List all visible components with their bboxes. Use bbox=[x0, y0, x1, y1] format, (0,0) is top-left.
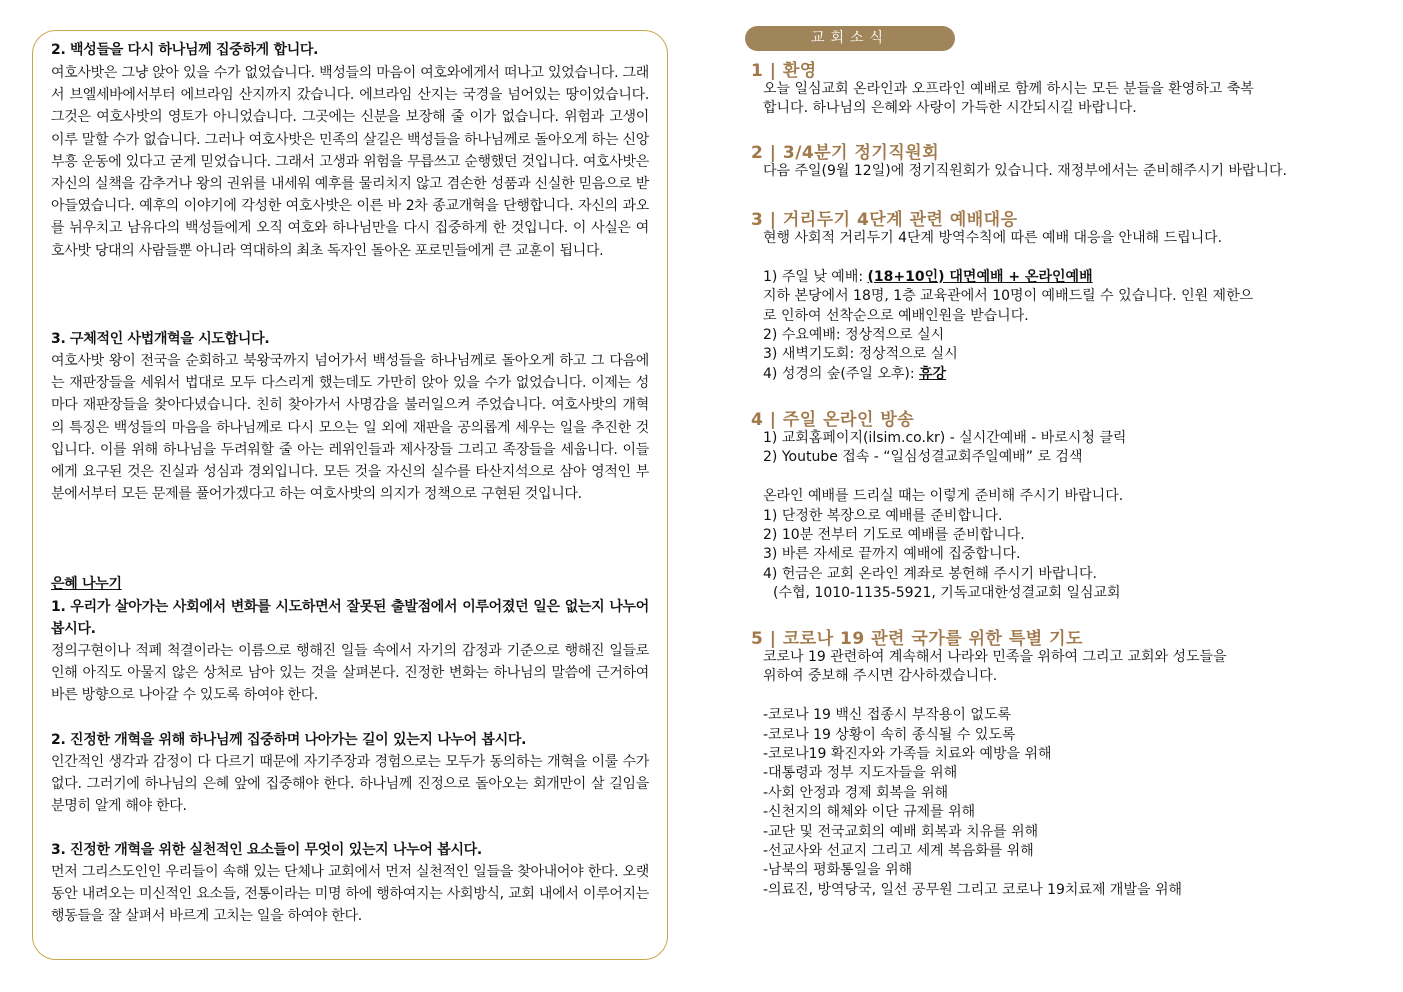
news-4-item: 1) 교회홈페이지(ilsim.co.kr) - 실시간예배 - 바로시청 클릭 bbox=[763, 430, 1127, 446]
news-1-line: 합니다. 하나님의 은혜와 사랑이 가득한 시간되시길 바랍니다. bbox=[763, 100, 1137, 117]
news-5-intro: 위하여 중보해 주시면 감사하겠습니다. bbox=[763, 668, 998, 685]
news-4-item: 2) Youtube 접속 - “일심성결교회주일예배” 로 검색 bbox=[763, 449, 1083, 466]
prayer-item: -코로나 19 백신 접종시 부작용이 없도록 bbox=[763, 707, 1011, 724]
section-2-body: 여호사밧은 그냥 앉아 있을 수가 없었습니다. 백성들의 마음이 여호와에게서 떠나고 있었습니다. 그래서 브엘세바에서부터 에브라임 산지까지 갔습니다. 에브라임 산지는 국경을 넘어있는 땅이었습니다. 그것은 여호사밧의 영토가 아니었습니다. 그곳에는 신분을 보장해 줄 이가 없습니다. 위험과 고생이 이루 말할 수가 없습니다. 그러나 여호사밧은 민족의 살길은 백성들을 하나님께로 돌아오게 하는 신앙 부흥 운동에 있다고 굳게 믿었습니다. 그래서 고생과 위험을 무릅쓰고 순행했던 것입니다. 여호사밧은 자신의 실책을 감추거나 왕의 권위를 내세워 예후를 물리치지 않고 겸손한 성품과 신실한 믿음으로 받아들였습니다. 예후의 이야기에 각성한 여호사밧은 이른 바 2차 종교개혁을 단행합니다. 자신의 과오를 뉘우치고 남유다의 백성들에게 오직 여호와 하나님만을 다시 집중하게 한 것입니다. 이 사실은 여호사밧 당대의 사람들뿐 아니라 역대하의 최초 독자인 돌아온 포로민들에게 큰 교훈이 됩니다. bbox=[51, 65, 649, 259]
news-4-prep: 온라인 예배를 드리실 때는 이렇게 준비해 주시기 바랍니다. bbox=[763, 488, 1124, 505]
news-4-body bbox=[763, 429, 1373, 604]
prayer-item: -코로나19 확진자와 가족들 치료와 예방을 위해 bbox=[763, 746, 1052, 763]
question-1-title: 1. 우리가 살아가는 사회에서 변화를 시도하면서 잘못된 출발점에서 이루어졌던 일은 없는지 나누어 봅시다. bbox=[51, 599, 649, 638]
prayer-item: -신천지의 해체와 이단 규제를 위해 bbox=[763, 804, 976, 821]
news-4-prep-item: 4) 헌금은 교회 온라인 계좌로 봉헌해 주시기 바랍니다. bbox=[763, 565, 1097, 582]
news-3-item-1-detail: 로 인하여 선착순으로 예배인원을 받습니다. bbox=[763, 307, 1029, 324]
question-3-body: 먼저 그리스도인인 우리들이 속해 있는 단체나 교회에서 먼저 실천적인 일들을 찾아내어야 한다. 오랫동안 내려오는 미신적인 요소들, 전통이라는 미명 하에 행하여지는 사회방식, 교회 내에서 이루어지는 행동들을 잘 살펴서 바르게 고치는 일을 하여야 한다. bbox=[51, 864, 649, 925]
section-3-title: 3. 구체적인 사법개혁을 시도합니다. bbox=[51, 331, 270, 347]
news-5-title: 5 | 코로나 19 관련 국가를 위한 특별 기도 bbox=[751, 629, 1083, 649]
news-3-item-3: 3) 새벽기도회: 정상적으로 실시 bbox=[763, 346, 958, 363]
prayer-item: -사회 안정과 경제 회복을 위해 bbox=[763, 784, 949, 801]
news-3-intro: 현행 사회적 거리두기 4단계 방역수칙에 따른 예배 대응을 안내해 드립니다. bbox=[763, 230, 1223, 246]
grace-sharing-title: 은혜 나누기 bbox=[51, 576, 122, 592]
prayer-item: -의료진, 방역당국, 일선 공무원 그리고 코로나 19치료제 개발을 위해 bbox=[763, 881, 1182, 898]
question-2-body: 인간적인 생각과 감정이 다 다르기 때문에 자기주장과 경험으로는 모두가 동의하는 개혁을 이룰 수가 없다. 그러기에 하나님의 은혜 앞에 집중해야 한다. 하나님께 진정으로 돌아오는 회개만이 살 길임을 분명히 알게 해야 한다. bbox=[51, 754, 649, 815]
news-3-item-1-highlight: (18+10인) 대면예배 + 온라인예배 bbox=[867, 268, 1093, 285]
news-4-prep-item: 1) 단정한 복장으로 예배를 준비합니다. bbox=[763, 507, 1003, 524]
news-4-account: (수협, 1010-1135-5921, 기독교대한성결교회 일심교회 bbox=[773, 585, 1121, 602]
prayer-item: -코로나 19 상황이 속히 종식될 수 있도록 bbox=[763, 726, 1016, 743]
news-1-line: 오늘 일심교회 온라인과 오프라인 예배로 함께 하시는 모든 분들을 환영하고 축복 bbox=[763, 81, 1254, 97]
question-1-body: 정의구현이나 적폐 척결이라는 이름으로 행해진 일들 속에서 자기의 감정과 기준으로 행해진 일들로 인해 아직도 아물지 않은 상처로 남아 있는 것을 살펴본다. 진정한 변화는 하나님의 말씀에 근거하여 바른 방향으로 나아갈 수 있도록 하여야 한다. bbox=[51, 643, 649, 704]
news-3-item-1: 1) 주일 낮 예배: (18+10인) 대면예배 + 온라인예배 bbox=[763, 268, 1093, 285]
prayer-item: -교단 및 전국교회의 예배 회복과 치유를 위해 bbox=[763, 823, 1039, 840]
prayer-item: -남북의 평화통일을 위해 bbox=[763, 862, 913, 879]
news-4-prep-item: 3) 바른 자세로 끝까지 예배에 집중합니다. bbox=[763, 546, 1021, 563]
news-1-title: 1 | 환영 bbox=[751, 61, 817, 81]
news-3-body bbox=[763, 229, 1373, 384]
news-2-line: 다음 주일(9월 12일)에 정기직원회가 있습니다. 재정부에서는 준비해주시기 바랍니다. bbox=[763, 163, 1287, 179]
news-3-item-1-detail: 지하 본당에서 18명, 1층 교육관에서 10명이 예배드릴 수 있습니다. 인원 제한으 bbox=[763, 288, 1254, 305]
section-2-title: 2. 백성들을 다시 하나님께 집중하게 합니다. bbox=[51, 42, 319, 58]
question-3-title: 3. 진정한 개혁을 위한 실천적인 요소들이 무엇이 있는지 나누어 봅시다. bbox=[51, 842, 482, 858]
news-5-body bbox=[763, 648, 1373, 900]
question-2-title: 2. 진정한 개혁을 위해 하나님께 집중하며 나아가는 길이 있는지 나누어 봅시다. bbox=[51, 732, 527, 748]
news-3-item-4-highlight: 휴강 bbox=[919, 365, 947, 382]
prayer-item: -대통령과 정부 지도자들을 위해 bbox=[763, 765, 958, 782]
news-3-item-4: 4) 성경의 숲(주일 오후): 휴강 bbox=[763, 365, 947, 382]
news-3-item-2: 2) 수요예배: 정상적으로 실시 bbox=[763, 327, 945, 344]
news-2-title: 2 | 3/4분기 정기직원회 bbox=[751, 143, 940, 163]
news-4-title: 4 | 주일 온라인 방송 bbox=[751, 410, 915, 430]
section-3-body: 여호사밧 왕이 전국을 순회하고 북왕국까지 넘어가서 백성들을 하나님께로 돌아오게 하고 그 다음에는 재판장들을 세워서 법대로 모두 다스리게 했는데도 가만히 앉아 있을 수가 없었습니다. 이제는 성마다 재판장들을 찾아다녔습니다. 친히 찾아가서 사명감을 불러일으켜 주었습니다. 여호사밧의 개혁의 특징은 백성들의 마음을 하나님께로 다시 모으는 일 외에 재판을 공의롭게 세우는 일을 추진한 것입니다. 이를 위해 하나님을 두려워할 줄 아는 레위인들과 제사장들 그리고 족장들을 세웁니다. 이들에게 요구된 것은 진실과 성심과 경외입니다. 모든 것을 자신의 실수를 타산지석으로 삼아 영적인 부분에서부터 모든 문제를 풀어가겠다고 하는 여호사밧의 의지가 정책으로 구현된 것입니다. bbox=[51, 353, 649, 503]
news-5-intro: 코로나 19 관련하여 계속해서 나라와 민족을 위하여 그리고 교회와 성도들을 bbox=[763, 649, 1227, 665]
news-4-prep-item: 2) 10분 전부터 기도로 예배를 준비합니다. bbox=[763, 527, 1025, 544]
left-panel bbox=[32, 30, 668, 960]
church-news-panel bbox=[745, 24, 1385, 964]
prayer-item: -선교사와 선교지 그리고 세계 복음화를 위해 bbox=[763, 843, 1034, 860]
news-3-title: 3 | 거리두기 4단계 관련 예배대응 bbox=[751, 210, 1018, 230]
church-news-banner: 교회소식 bbox=[745, 26, 955, 51]
news-1-body bbox=[763, 80, 1373, 119]
news-2-body bbox=[763, 162, 1373, 181]
